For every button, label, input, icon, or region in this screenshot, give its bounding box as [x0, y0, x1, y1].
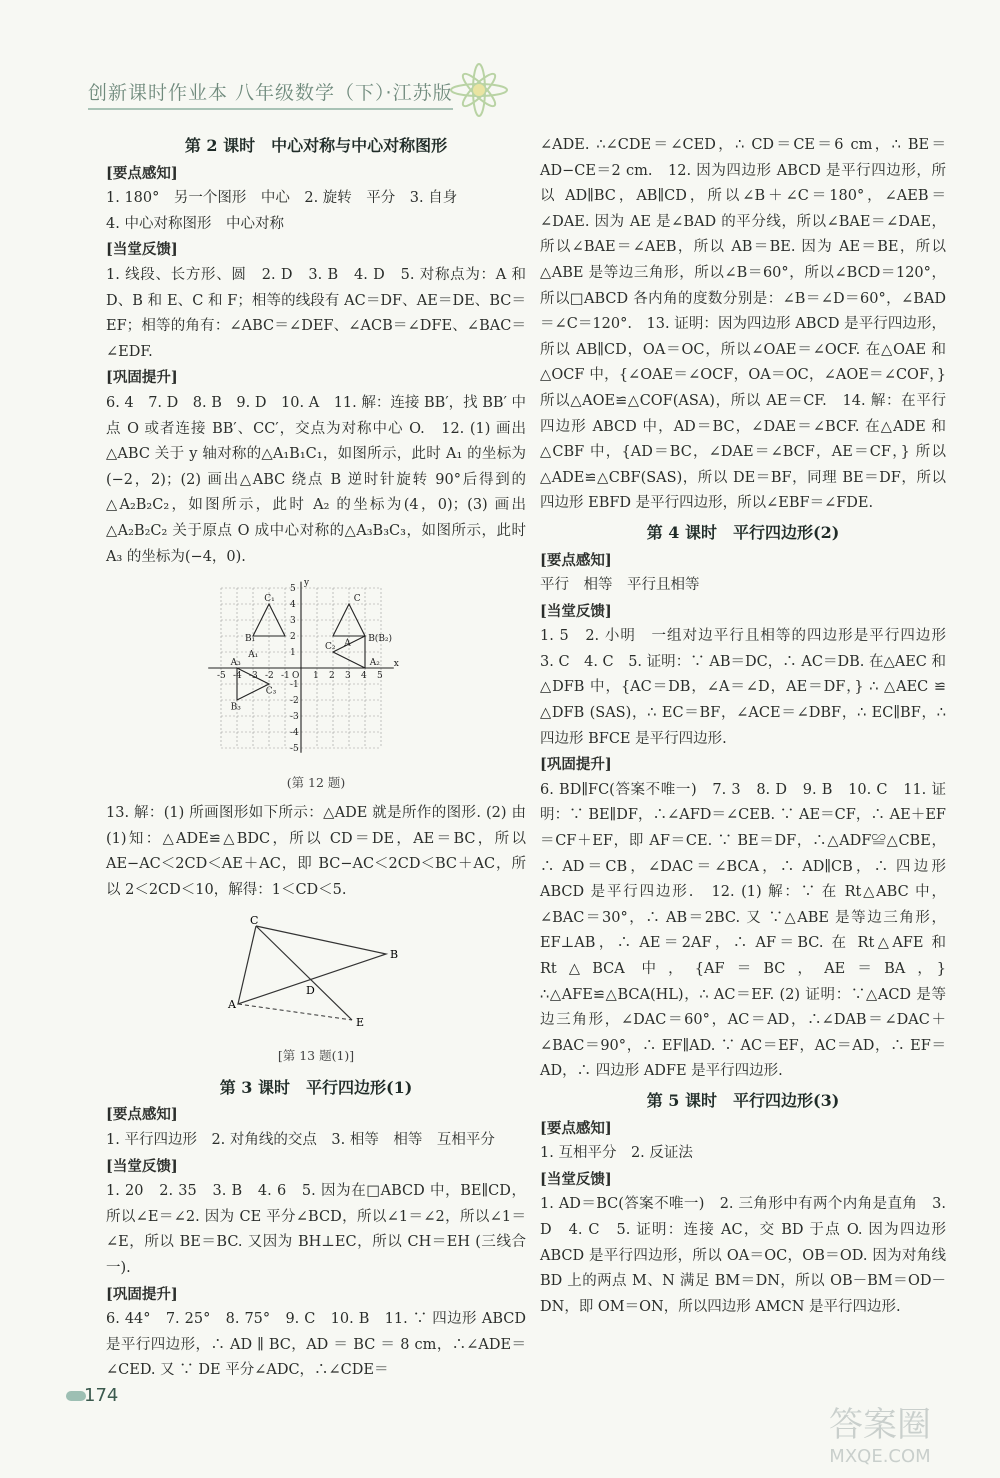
flower-decoration-icon [444, 60, 514, 120]
point-label: A₂ [369, 657, 380, 668]
figure-12-coordinate-grid [206, 580, 406, 756]
y-tick-label: 2 [290, 632, 296, 643]
point-label: C₂ [325, 641, 336, 652]
y-tick-label: -1 [290, 680, 299, 691]
x-tick-label: 4 [361, 671, 367, 682]
answer-paragraph: 1. 互相平分 2. 反证法 [540, 1145, 693, 1162]
answer-paragraph: 1. 5 2. 小明 一组对边平行且相等的四边形是平行四边形 3. C 4. C 5. 证明：∵ AB＝DC，∴ AC＝DB. 在△AEC 和△DFB 中，{AC＝DB，∠A＝∠D，AE＝DF，} ∴ △AEC ≌ △DFB (SAS)，∴ EC＝BF，∠ACE＝∠DBF，∴ EC∥BF，∴ 四边形 BFCE 是平行四边形. [540, 628, 961, 747]
lesson-3-title: 第 3 课时 平行四边形(1) [219, 1077, 413, 1097]
section-title: [当堂反馈] [106, 1157, 178, 1175]
answer-paragraph: 6. 4 7. D 8. B 9. D 10. A 11. 解：连接 BB′，找 BB′ 中点 O 或者连接 BB′、CC′，交点为对称中心 O. 12. (1) 画出△ABC 关于 y 轴对称的△A₁B₁C₁，如图所示，此时 A₁ 的坐标为(−2，2)；(2) 画出△ABC 绕点 B 逆时针旋转 90°后得到的△A₂B₂C₂，如图所示，此时 A₂ 的坐标为(4，0)；(3) 画出△A₂B₂C₂ 关于原点 O 成中心对称的△A₃B₃C₃，如图所示，此时 A₃ 的坐标为(−4，0). [106, 394, 526, 565]
point-label: B [390, 947, 399, 961]
svg-text:MXQE.COM: MXQE.COM [829, 1446, 931, 1467]
x-tick-label: -1 [281, 671, 290, 682]
page-number: 174 [84, 1385, 119, 1406]
y-tick-label: 3 [290, 616, 296, 627]
x-tick-label: 3 [345, 671, 351, 682]
x-tick-label: -5 [217, 671, 226, 682]
lesson-2-title: 第 2 课时 中心对称与中心对称图形 [184, 136, 448, 155]
section-title: [巩固提升] [106, 1285, 178, 1303]
section-title: [巩固提升] [106, 369, 178, 387]
answer-paragraph: 1. 20 2. 35 3. B 4. 6 5. 因为在□ABCD 中，BE∥CD，所以∠E＝∠2. 因为 CE 平分∠BCD，所以∠1＝∠2，所以∠1＝∠E，所以 BE＝BC. 又因为 BH⊥EC，所以 CH＝EH (三线合一). [106, 1183, 526, 1276]
section-title: [当堂反馈] [540, 602, 612, 620]
answer-paragraph: 1. 平行四边形 2. 对角线的交点 3. 相等 相等 互相平分 [106, 1132, 495, 1149]
point-label: C₁ [264, 593, 275, 604]
x-tick-label: -2 [265, 671, 274, 682]
section-title: [要点感知] [106, 164, 178, 182]
lesson-4-title: 第 4 课时 平行四边形(2) [646, 522, 840, 542]
median-line [256, 926, 352, 1020]
y-tick-label: 5 [290, 584, 296, 595]
left-column [106, 130, 526, 1384]
lesson-5-title: 第 5 课时 平行四边形(3) [646, 1090, 840, 1110]
dashed-line [238, 1004, 352, 1020]
answer-paragraph: 6. 44° 7. 25° 8. 75° 9. C 10. B 11. ∵ 四边形 ABCD 是平行四边形，∴ AD ∥ BC，AD ＝ BC ＝ 8 cm，∴∠ADE＝∠CED. 又 ∵ DE 平分∠ADC，∴∠CDE＝ [106, 1311, 526, 1379]
answer-line: 1. 180° 另一个图形 中心 2. 旋转 平分 3. 自身 [106, 190, 458, 207]
y-tick-label: -5 [290, 744, 299, 755]
y-tick-label: -4 [290, 728, 299, 739]
page-header: 创新课时作业本 八年级数学（下）·江苏版 [88, 78, 453, 110]
figure-12-caption: (第 12 题) [286, 774, 346, 790]
point-label: C [353, 593, 361, 604]
point-label: A [228, 997, 236, 1011]
point-label: A [344, 638, 351, 649]
section-title: [当堂反馈] [540, 1170, 612, 1188]
origin-label: O [292, 671, 300, 682]
x-tick-label: 5 [377, 671, 383, 682]
figure-13-caption: [第 13 题(1)] [277, 1048, 355, 1064]
watermark-logo [780, 1396, 980, 1468]
answer-paragraph: 6. BD∥FC(答案不唯一) 7. 3 8. D 9. B 10. C 11. 证明：∵ BE∥DF，∴∠AFD＝∠CEB. ∵ AE＝CF，∴ AE＋EF＝CF＋EF，即 AF＝CE. ∵ BE＝DF，∴△ADF≌△CBE，∴ AD＝CB，∠DAC＝∠BCA，∴ AD∥CB，∴ 四边形 ABCD 是平行四边形. 12. (1) 解：∵ 在 Rt△ABC 中，∠BAC＝30°，∴ AB＝2BC. 又 ∵△ABE 是等边三角形，EF⊥AB，∴ AE＝2AF，∴ AF＝BC. 在 Rt△AFE 和 Rt△BCA 中，{AF＝BC，AE＝BA，} ∴△AFE≌△BCA(HL)，∴ AC＝EF. (2) 证明：∵△ACD 是等边三角形，∠DAC＝60°，AC＝AD，∴∠DAB＝∠DAC＋∠BAC＝90°，∴ EF∥AD. ∵ AC＝EF，AC＝AD，∴ EF＝AD，∴ 四边形 ADFE 是平行四边形. [540, 781, 946, 1080]
answer-paragraph: 1. AD＝BC(答案不唯一) 2. 三角形中有两个内角是直角 3. D 4. C 5. 证明：连接 AC，交 BD 于点 O. 因为四边形 ABCD 是平行四边形，所以 OA＝OC，OB＝OD. 因为对角线 BD 上的两点 M、N 满足 BM＝DN，所以 OB－BM＝OD－DN，即 OM＝ON，所以四边形 AMCN 是平行四边形. [540, 1196, 946, 1315]
point-label: C [250, 913, 259, 927]
point-label: A₃ [230, 657, 241, 668]
y-tick-label: 4 [290, 600, 296, 611]
right-column [540, 133, 961, 1320]
answer-line: 4. 中心对称图形 中心对称 [106, 215, 284, 232]
section-title: [要点感知] [540, 551, 612, 569]
x-tick-label: -3 [249, 671, 258, 682]
y-tick-label: -2 [290, 696, 299, 707]
axis-label: y [304, 580, 310, 588]
point-label: A₁ [248, 649, 259, 660]
x-tick-label: 1 [313, 671, 319, 682]
point-label: B(B₂) [368, 633, 393, 644]
x-tick-label: -4 [233, 671, 242, 682]
point-label: C₃ [265, 686, 277, 697]
section-title: [当堂反馈] [106, 241, 178, 259]
answer-paragraph: 1. 线段、长方形、圆 2. D 3. B 4. D 5. 对称点为：A 和 D、B 和 E、C 和 F；相等的线段有 AC＝DF、AE＝DE、BC＝EF；相等的角有：∠ABC＝∠DEF、∠ACB＝∠DFE、∠BAC＝∠EDF. [106, 266, 526, 360]
answer-paragraph: 平行 相等 平行且相等 [540, 577, 700, 594]
y-tick-label: -3 [290, 712, 299, 723]
svg-text:答案圈: 答案圈 [829, 1405, 931, 1445]
axis-label: x [393, 659, 399, 670]
y-tick-label: 1 [290, 648, 296, 659]
point-label: B₃ [230, 702, 241, 713]
point-label: B₁ [245, 633, 256, 644]
section-title: [要点感知] [106, 1106, 178, 1124]
point-label: E [356, 1015, 365, 1029]
section-title: [巩固提升] [540, 756, 612, 774]
section-title: [要点感知] [540, 1119, 612, 1137]
answer-paragraph: ∠ADE. ∴∠CDE＝∠CED，∴ CD＝CE＝6 cm，∴ BE＝AD−CE＝2 cm. 12. 因为四边形 ABCD 是平行四边形，所以 AD∥BC，AB∥CD，所以∠B＋∠C＝180°，∠AEB＝∠DAE. 因为 AE 是∠BAD 的平分线，所以∠BAE＝∠DAE，所以∠BAE＝∠AEB，所以 AB＝BE. 因为 AE＝BE，所以△ABE 是等边三角形，所以∠B＝60°，所以∠BCD＝120°，所以□ABCD 各内角的度数分别是：∠B＝∠D＝60°，∠BAD＝∠C＝120°. 13. 证明：因为四边形 ABCD 是平行四边形，所以 AB∥CD，OA＝OC，所以∠OAE＝∠OCF. 在△OAE 和△OCF 中，{∠OAE＝∠OCF，OA＝OC，∠AOE＝∠COF，} 所以△AOE≌△COF(ASA)，所以 AE＝CF. 14. 解：在平行四边形 ABCD 中，AD＝BC，∠DAE＝∠BCF. 在△ADE 和△CBF 中，{AD＝BC，∠DAE＝∠BCF，AE＝CF，} 所以△ADE≌△CBF(SAS)，所以 DE＝BF，同理 BE＝DF，所以四边形 EBFD 是平行四边形，所以∠EBF＝∠FDE. [540, 137, 946, 512]
point-label: D [306, 983, 315, 997]
answer-paragraph: 13. 解：(1) 所画图形如下所示：△ADE 就是所作的图形. (2) 由(1)知：△ADE≌△BDC，所以 CD＝DE，AE＝BC，所以 AE−AC＜2CD＜AE＋AC，即 BC−AC＜2CD＜BC＋AC，所以 2＜2CD＜10，解得：1＜CD＜5. [106, 805, 526, 899]
figure-13-triangle-diagram [226, 914, 406, 1030]
x-tick-label: 2 [329, 671, 335, 682]
page-marker-icon [66, 1391, 86, 1401]
